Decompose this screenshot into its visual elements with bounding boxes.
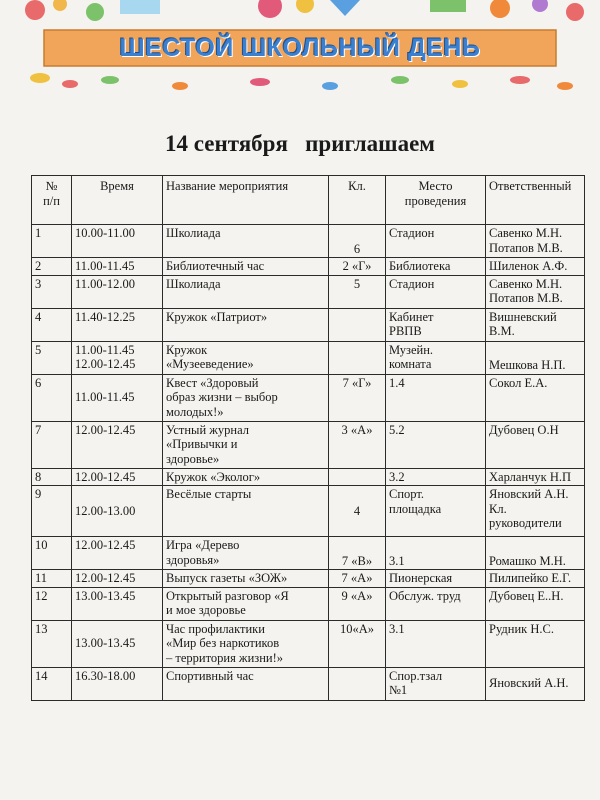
header-time-label: Время	[100, 179, 134, 193]
cell-class	[329, 308, 386, 341]
cell-event: Школиада	[163, 225, 329, 258]
cell-number: 9	[32, 486, 72, 537]
cell-number: 11	[32, 570, 72, 588]
cell-time: 11.00-12.00	[72, 275, 163, 308]
cell-time: 12.00-13.00	[72, 486, 163, 537]
cell-responsible: Рудник Н.С.	[486, 620, 585, 667]
cell-place: Кабинет РВПВ	[386, 308, 486, 341]
cell-class: 4	[329, 486, 386, 537]
cell-time: 16.30-18.00	[72, 667, 163, 700]
cell-place: Музейн. комната	[386, 341, 486, 374]
cell-number: 6	[32, 374, 72, 421]
cell-responsible: Яновский А.Н.	[486, 667, 585, 700]
cell-responsible: Харланчук Н.П	[486, 468, 585, 486]
table-row	[32, 275, 585, 308]
cell-place: Обслуж. труд	[386, 587, 486, 620]
cell-event: Открытый разговор «Я и мое здоровье	[163, 587, 329, 620]
cell-number: 10	[32, 537, 72, 570]
table-row	[32, 486, 585, 537]
cell-event: Кружок «Музееведение»	[163, 341, 329, 374]
header-place	[386, 176, 486, 225]
cell-class	[329, 341, 386, 374]
table-row	[32, 620, 585, 667]
cell-responsible: Савенко М.Н. Потапов М.В.	[486, 225, 585, 258]
cell-number: 14	[32, 667, 72, 700]
header-number-label: № п/п	[43, 179, 60, 208]
cell-event: Кружок «Эколог»	[163, 468, 329, 486]
cell-event: Весёлые старты	[163, 486, 329, 537]
cell-event: Кружок «Патриот»	[163, 308, 329, 341]
cell-time: 10.00-11.00	[72, 225, 163, 258]
table-row	[32, 374, 585, 421]
cell-event: Устный журнал «Привычки и здоровье»	[163, 421, 329, 468]
table-row	[32, 341, 585, 374]
cell-place: Спорт. площадка	[386, 486, 486, 537]
table-row	[32, 308, 585, 341]
cell-time: 12.00-12.45	[72, 468, 163, 486]
header-time	[72, 176, 163, 225]
table-row	[32, 468, 585, 486]
cell-time: 13.00-13.45	[72, 620, 163, 667]
cell-place: 5.2	[386, 421, 486, 468]
cell-responsible: Мешкова Н.П.	[486, 341, 585, 374]
cell-number: 4	[32, 308, 72, 341]
cell-responsible: Вишневский В.М.	[486, 308, 585, 341]
cell-class: 7 «А»	[329, 570, 386, 588]
cell-place: 3.2	[386, 468, 486, 486]
table-row	[32, 421, 585, 468]
schedule-table	[31, 175, 585, 701]
header-event	[163, 176, 329, 225]
cell-place: 3.1	[386, 537, 486, 570]
cell-responsible: Пилипейко Е.Г.	[486, 570, 585, 588]
table-row	[32, 667, 585, 700]
cell-time: 11.00-11.45 12.00-12.45	[72, 341, 163, 374]
cell-event: Спортивный час	[163, 667, 329, 700]
cell-number: 13	[32, 620, 72, 667]
cell-time: 12.00-12.45	[72, 537, 163, 570]
cell-time: 11.40-12.25	[72, 308, 163, 341]
cell-event: Игра «Дерево здоровья»	[163, 537, 329, 570]
cell-time: 11.00-11.45	[72, 258, 163, 276]
cell-class: 7 «Г»	[329, 374, 386, 421]
header-class-label: Кл.	[348, 179, 366, 193]
cell-time: 11.00-11.45	[72, 374, 163, 421]
cell-responsible: Шиленок А.Ф.	[486, 258, 585, 276]
cell-number: 5	[32, 341, 72, 374]
table-row	[32, 225, 585, 258]
banner	[0, 0, 600, 120]
cell-number: 7	[32, 421, 72, 468]
cell-class	[329, 468, 386, 486]
cell-place: 3.1	[386, 620, 486, 667]
banner-title: ШЕСТОЙ ШКОЛЬНЫЙ ДЕНЬ	[119, 33, 481, 62]
cell-class: 10«А»	[329, 620, 386, 667]
cell-place: Библиотека	[386, 258, 486, 276]
cell-class: 5	[329, 275, 386, 308]
table-row	[32, 258, 585, 276]
table-row	[32, 570, 585, 588]
cell-place: Пионерская	[386, 570, 486, 588]
cell-place: 1.4	[386, 374, 486, 421]
cell-place: Спор.тзал №1	[386, 667, 486, 700]
header-responsible	[486, 176, 585, 225]
cell-class	[329, 667, 386, 700]
cell-number: 8	[32, 468, 72, 486]
cell-class: 6	[329, 225, 386, 258]
table-row	[32, 587, 585, 620]
cell-responsible: Дубовец О.Н	[486, 421, 585, 468]
cell-class: 3 «А»	[329, 421, 386, 468]
cell-class: 9 «А»	[329, 587, 386, 620]
cell-event: Школиада	[163, 275, 329, 308]
cell-event: Выпуск газеты «ЗОЖ»	[163, 570, 329, 588]
cell-responsible: Сокол Е.А.	[486, 374, 585, 421]
cell-number: 1	[32, 225, 72, 258]
cell-number: 12	[32, 587, 72, 620]
header-event-label: Название мероприятия	[166, 179, 289, 193]
cell-responsible: Ромашко М.Н.	[486, 537, 585, 570]
header-responsible-label: Ответственный	[489, 179, 572, 193]
cell-time: 13.00-13.45	[72, 587, 163, 620]
header-place-label: Место проведения	[404, 179, 467, 208]
cell-number: 2	[32, 258, 72, 276]
cell-event: Квест «Здоровый образ жизни – выбор молодых!»	[163, 374, 329, 421]
table-row	[32, 537, 585, 570]
cell-class: 2 «Г»	[329, 258, 386, 276]
page-subtitle: 14 сентября приглашаем	[165, 131, 435, 156]
cell-class: 7 «В»	[329, 537, 386, 570]
cell-responsible: Яновский А.Н. Кл. руководители	[486, 486, 585, 537]
header-class	[329, 176, 386, 225]
table-header-row	[32, 176, 585, 225]
cell-place: Стадион	[386, 275, 486, 308]
cell-time: 12.00-12.45	[72, 421, 163, 468]
cell-event: Час профилактики «Мир без наркотиков – территория жизни!»	[163, 620, 329, 667]
header-number	[32, 176, 72, 225]
cell-number: 3	[32, 275, 72, 308]
cell-responsible: Савенко М.Н. Потапов М.В.	[486, 275, 585, 308]
cell-place: Стадион	[386, 225, 486, 258]
cell-event: Библиотечный час	[163, 258, 329, 276]
cell-time: 12.00-12.45	[72, 570, 163, 588]
cell-responsible: Дубовец Е..Н.	[486, 587, 585, 620]
